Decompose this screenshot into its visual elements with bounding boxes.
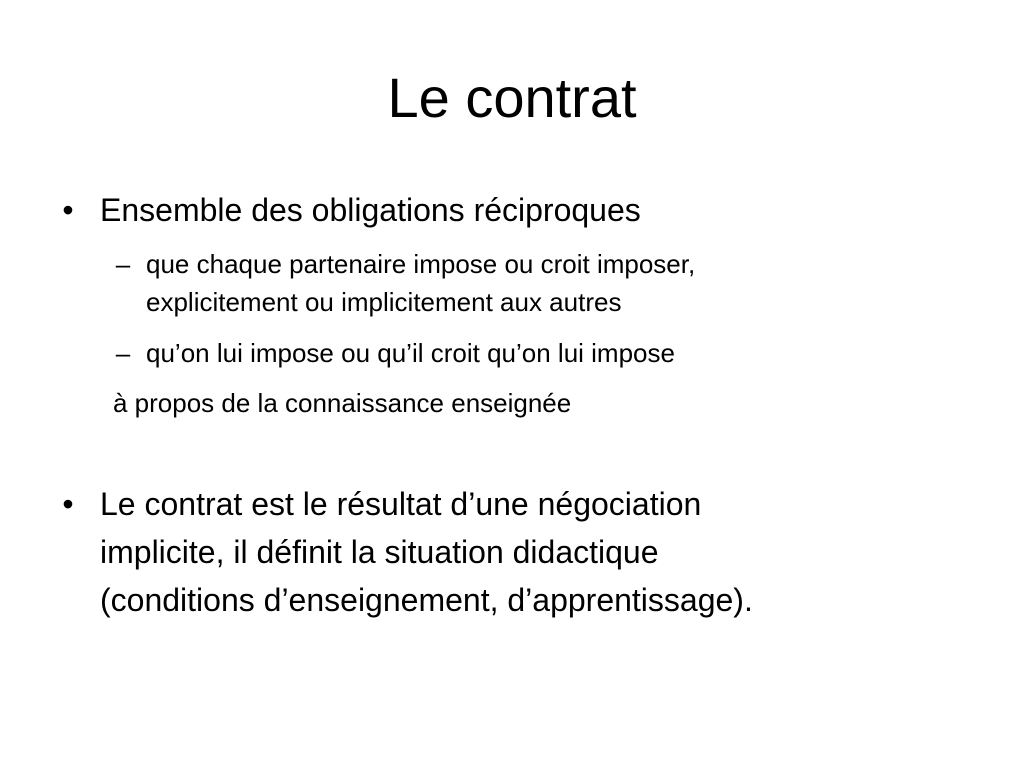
bullet-line: Le contrat est le résultat d’une négociation bbox=[100, 486, 702, 522]
bullet-text: Ensemble des obligations réciproques bbox=[100, 192, 641, 228]
subitem-impose bbox=[115, 334, 966, 372]
bullet-line: (conditions d’enseignement, d’apprentissage). bbox=[100, 582, 753, 618]
bullet-resultat bbox=[62, 480, 960, 624]
subitem-partenaire bbox=[115, 245, 966, 321]
bullet-marker: • bbox=[62, 192, 74, 228]
dash-marker: – bbox=[115, 338, 131, 368]
bullet-line: implicite, il définit la situation didactique bbox=[100, 534, 659, 570]
subitem-line: que chaque partenaire impose ou croit imposer, bbox=[146, 249, 696, 279]
slide-title: Le contrat bbox=[387, 66, 637, 129]
note-connaissance: à propos de la connaissance enseignée bbox=[113, 388, 572, 418]
bullet-marker: • bbox=[62, 486, 74, 522]
dash-marker: – bbox=[115, 249, 131, 279]
subitem-line: qu’on lui impose ou qu’il croit qu’on lui impose bbox=[146, 338, 675, 368]
subitem-line: explicitement ou implicitement aux autres bbox=[146, 287, 622, 317]
bullet-obligations bbox=[62, 186, 960, 234]
